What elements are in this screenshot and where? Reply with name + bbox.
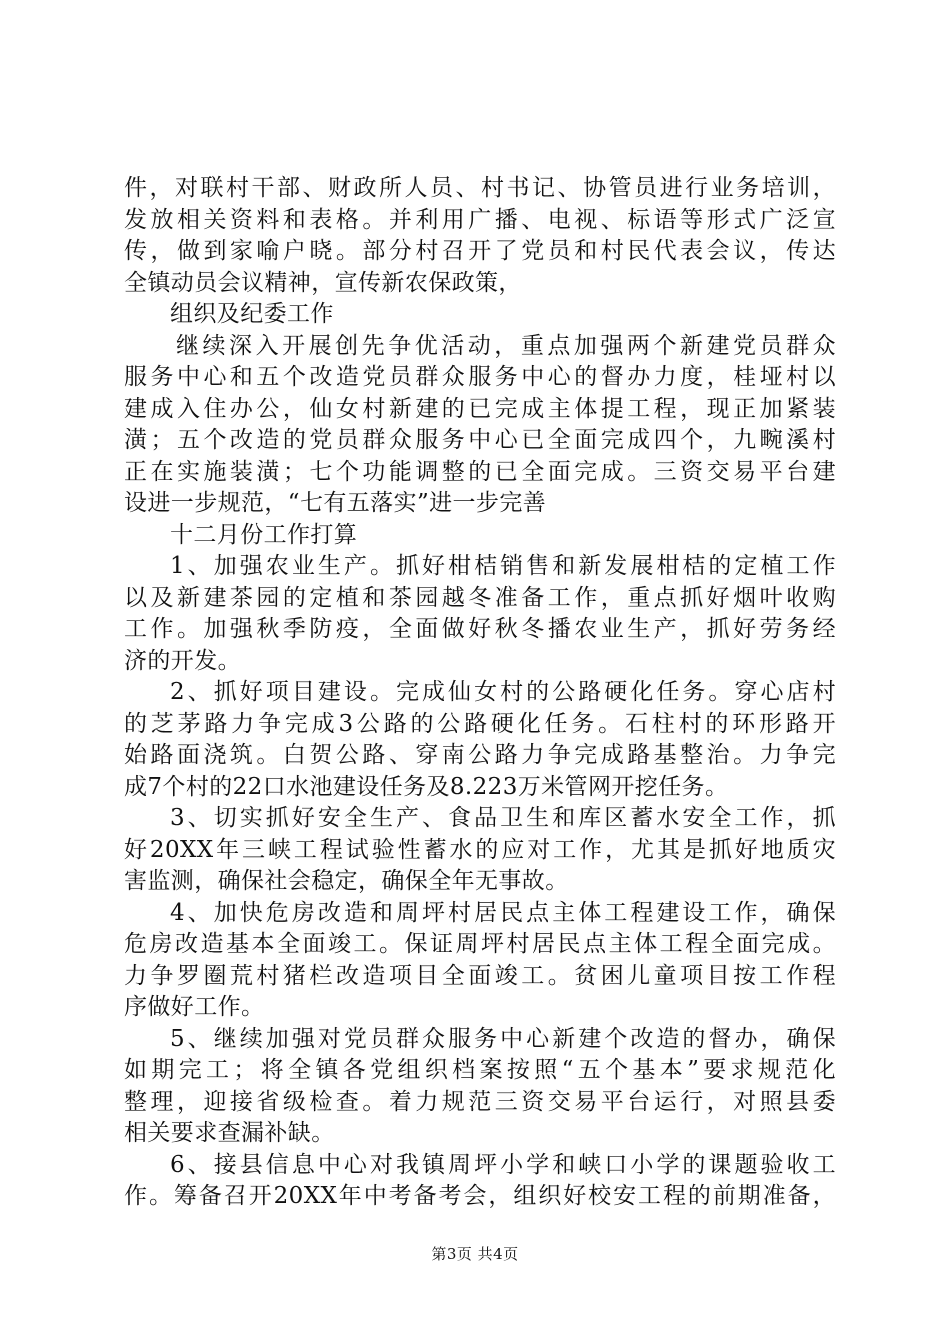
body-line: 1、加强农业生产。抓好柑桔销售和新发展柑桔的定植工作	[170, 553, 836, 579]
page-number-footer: 第3页 共4页	[431, 1245, 519, 1263]
body-line: 潢；五个改造的党员群众服务中心已全面完成四个，九畹溪村	[124, 427, 836, 453]
body-line: 服务中心和五个改造党员群众服务中心的督办力度，桂垭村以	[124, 364, 836, 390]
body-line: 序做好工作。	[124, 994, 265, 1020]
body-line: 好20XX年三峡工程试验性蓄水的应对工作，尤其是抓好地质灾	[124, 836, 836, 863]
body-line: 如期完工；将全镇各党组织档案按照“五个基本”要求规范化	[124, 1057, 836, 1083]
body-line: 全镇动员会议精神，宣传新农保政策，	[124, 269, 522, 296]
body-line: 4、加快危房改造和周坪村居民点主体工程建设工作，确保	[170, 899, 836, 926]
body-line: 危房改造基本全面竣工。保证周坪村居民点主体工程全面完成。	[124, 931, 836, 957]
body-line: 继续深入开展创先争优活动，重点加强两个新建党员群众	[176, 332, 836, 359]
body-line: 害监测，确保社会稳定，确保全年无事故。	[124, 868, 569, 894]
body-line: 济的开发。	[124, 647, 241, 674]
body-line: 正在实施装潢；七个功能调整的已全面完成。三资交易平台建	[124, 458, 836, 485]
body-line: 2、抓好项目建设。完成仙女村的公路硬化任务。穿心店村	[170, 679, 836, 705]
body-line: 3、切实抓好安全生产、食品卫生和库区蓄水安全工作，抓	[170, 805, 836, 831]
section-heading: 组织及纪委工作	[170, 301, 334, 327]
body-line: 发放相关资料和表格。并利用广播、电视、标语等形式广泛宣	[124, 206, 836, 233]
body-line: 5、继续加强对党员群众服务中心新建个改造的督办，确保	[170, 1025, 836, 1052]
body-line: 以及新建茶园的定植和茶园越冬准备工作，重点抓好烟叶收购	[124, 584, 836, 611]
body-line: 力争罗圈荒村猪栏改造项目全面竣工。贫困儿童项目按工作程	[124, 962, 836, 989]
body-line: 作。筹备召开20XX年中考备考会，组织好校安工程的前期准备，	[124, 1183, 836, 1209]
body-line: 的芝茅路力争完成3公路的公路硬化任务。石柱村的环形路开	[124, 710, 836, 737]
body-line: 始路面浇筑。白贺公路、穿南公路力争完成路基整治。力争完	[124, 742, 836, 768]
body-line: 设进一步规范，“七有五落实”进一步完善	[124, 490, 547, 516]
section-heading: 十二月份工作打算	[170, 521, 358, 548]
body-line: 整理，迎接省级检查。着力规范三资交易平台运行，对照县委	[124, 1088, 836, 1115]
body-line: 建成入住办公，仙女村新建的已完成主体提工程，现正加紧装	[124, 395, 836, 422]
body-line: 工作。加强秋季防疫，全面做好秋冬播农业生产，抓好劳务经	[124, 616, 836, 642]
body-line: 成7个村的22口水池建设任务及8.223万米管网开挖任务。	[124, 773, 729, 800]
body-line: 6、接县信息中心对我镇周坪小学和峡口小学的课题验收工	[170, 1151, 836, 1178]
body-line: 件，对联村干部、财政所人员、村书记、协管员进行业务培训，	[124, 175, 836, 201]
document-body	[124, 173, 836, 1213]
body-line: 传，做到家喻户晓。部分村召开了党员和村民代表会议，传达	[124, 238, 836, 264]
body-line: 相关要求查漏补缺。	[124, 1120, 335, 1146]
